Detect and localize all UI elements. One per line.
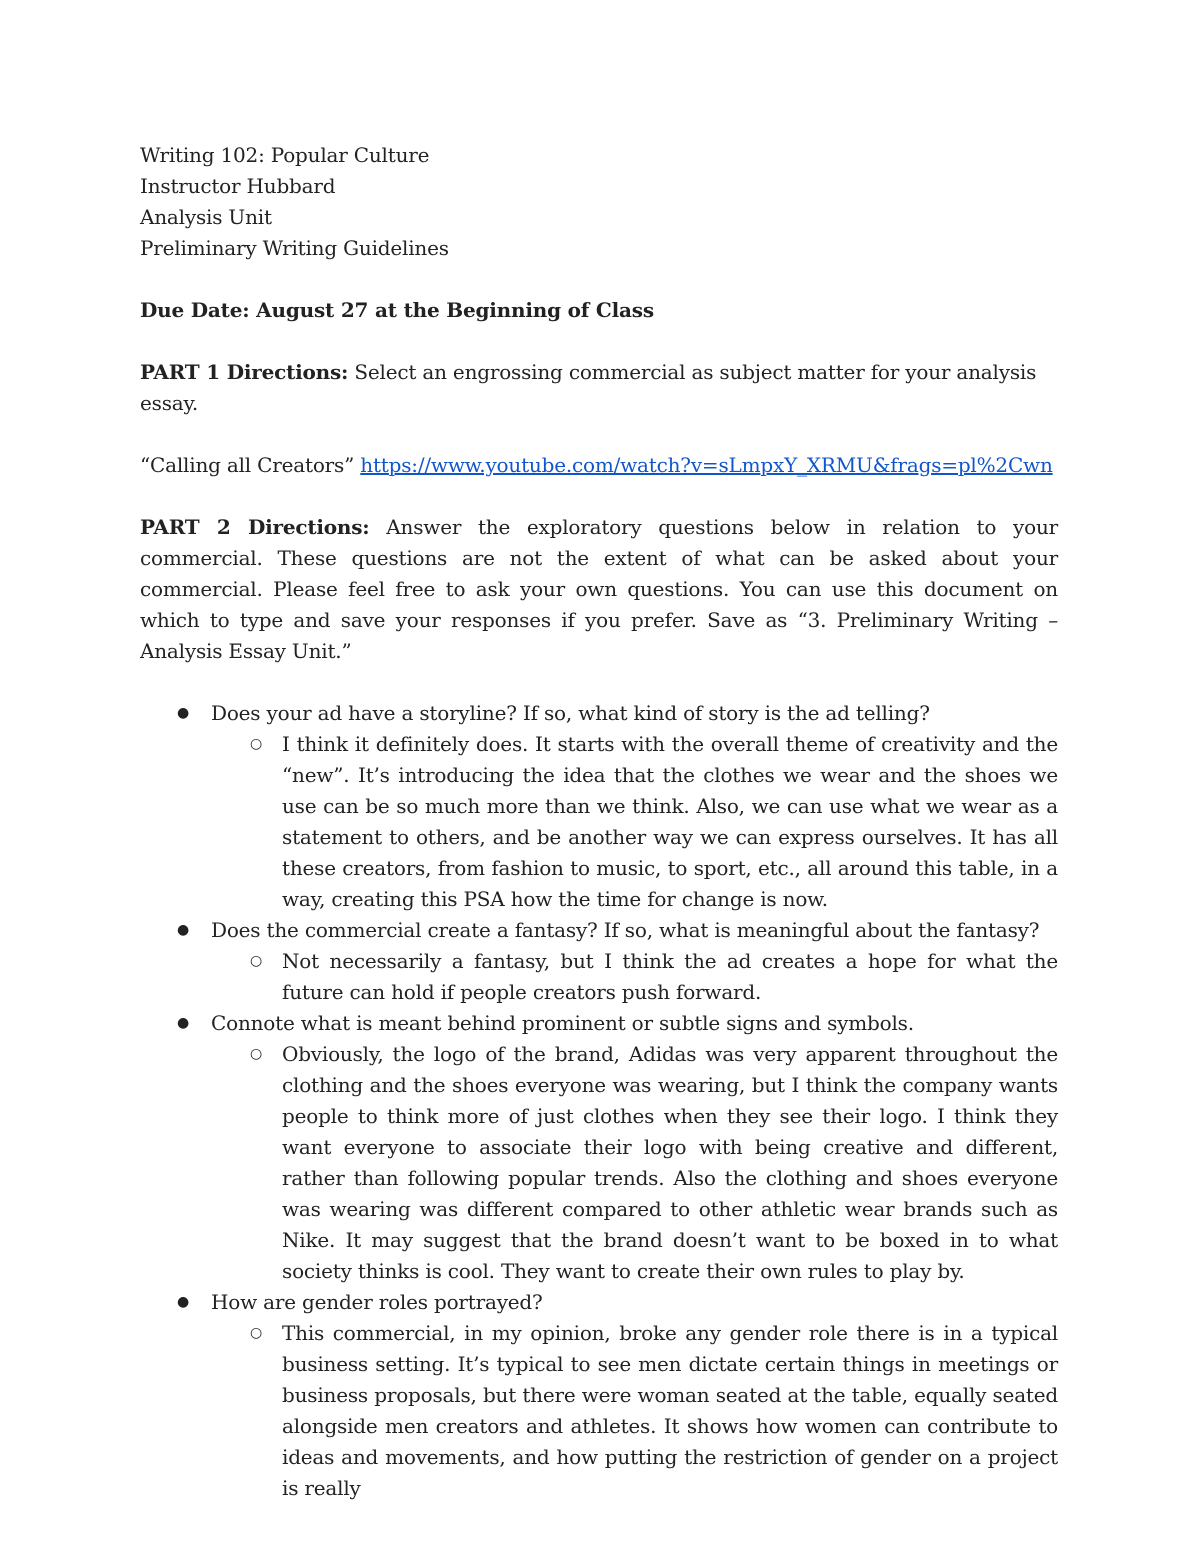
question-text: Does the commercial create a fantasy? If so, what is meaningful about the fantasy? [211,918,1040,942]
answer-item [140,1318,1058,1504]
sub-bullet-icon: ○ [249,1325,263,1341]
document-title: Preliminary Writing Guidelines [140,236,449,260]
bullet-icon: ● [176,705,190,721]
questions-list [140,698,1058,1504]
answer-item [140,729,1058,915]
part2-directions [140,512,1058,667]
sub-bullet-icon: ○ [249,736,263,752]
bullet-icon: ● [176,922,190,938]
question-item [140,1287,1058,1504]
question-text: How are gender roles portrayed? [211,1290,543,1314]
course-title: Writing 102: Popular Culture [140,143,430,167]
sub-bullet-icon: ○ [249,1046,263,1062]
question-text: Connote what is meant behind prominent or subtle signs and symbols. [211,1011,914,1035]
answer-text: Not necessarily a fantasy, but I think the ad creates a hope for what the future can hold if people creators push forward. [282,949,1058,1004]
part1-text: Select an engrossing commercial as subject matter for your analysis essay. [140,360,1037,415]
commercial-link[interactable]: https://www.youtube.com/watch?v=sLmpxY_XRMU&frags=pl%2Cwn [360,453,1053,477]
answer-item [140,946,1058,1008]
answer-item [140,1039,1058,1287]
question-text: Does your ad have a storyline? If so, what kind of story is the ad telling? [211,701,930,725]
part1-label: PART 1 Directions: [140,360,349,384]
commercial-title: “Calling all Creators” [140,453,355,477]
due-date: Due Date: August 27 at the Beginning of Class [140,298,654,322]
part2-text: Answer the exploratory questions below in relation to your commercial. These questions are not the extent of what can be asked about your commercial. Please feel free to ask your own questions. You can use this document on which to type and save your responses if you prefer. Save as “3. Preliminary Writing – Analysis Essay Unit.” [140,515,1058,663]
question-item [140,698,1058,915]
question-item [140,1008,1058,1287]
unit-name: Analysis Unit [140,205,272,229]
answer-text: I think it definitely does. It starts with the overall theme of creativity and the “new”. It’s introducing the idea that the clothes we wear and the shoes we use can be so much more than we think. Also, we can use what we wear as a statement to others, and be another way we can express ourselves. It has all these creators, from fashion to music, to sport, etc., all around this table, in a way, creating this PSA how the time for change is now. [282,732,1058,911]
answer-text: This commercial, in my opinion, broke any gender role there is in a typical business setting. It’s typical to see men dictate certain things in meetings or business proposals, but there were woman seated at the table, equally seated alongside men creators and athletes. It shows how women can contribute to ideas and movements, and how putting the restriction of gender on a project is really [282,1321,1058,1500]
bullet-icon: ● [176,1294,190,1310]
part1-directions [140,357,1058,419]
answer-text: Obviously, the logo of the brand, Adidas was very apparent throughout the clothing and the shoes everyone was wearing, but I think the company wants people to think more of just clothes when they see their logo. I think they want everyone to associate their logo with being creative and different, rather than following popular trends. Also the clothing and shoes everyone was wearing was different compared to other athletic wear brands such as Nike. It may suggest that the brand doesn’t want to be boxed in to what society thinks is cool. They want to create their own rules to play by. [282,1042,1058,1283]
bullet-icon: ● [176,1015,190,1031]
instructor-name: Instructor Hubbard [140,174,336,198]
document-page [140,140,1058,1504]
question-item [140,915,1058,1008]
commercial-reference [140,450,1058,481]
sub-bullet-icon: ○ [249,953,263,969]
part2-label: PART 2 Directions: [140,515,370,539]
